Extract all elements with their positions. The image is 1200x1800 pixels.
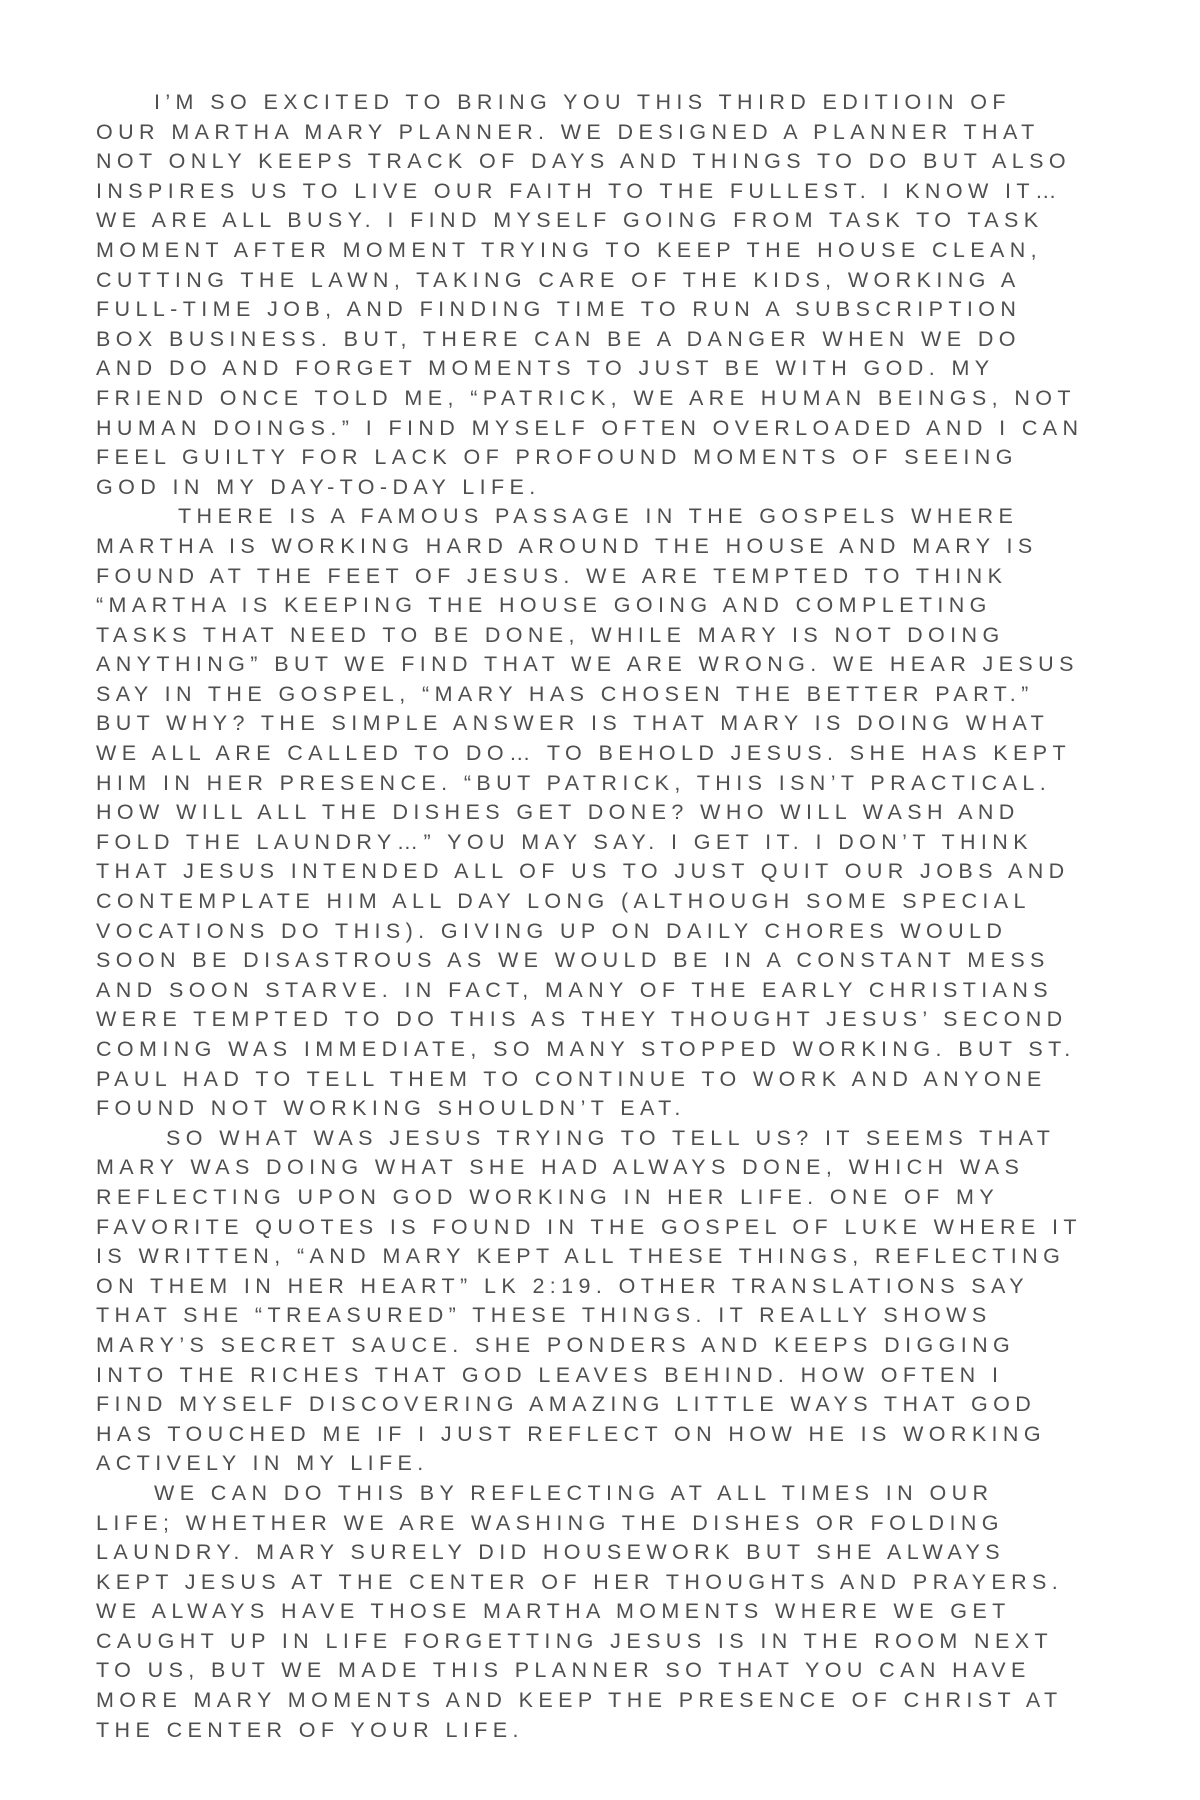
paragraph-2 xyxy=(96,502,1136,1123)
text-line: AND SOON STARVE. IN FACT, MANY OF THE EARLY CHRISTIANS xyxy=(96,977,1054,1002)
text-line: PAUL HAD TO TELL THEM TO CONTINUE TO WORK AND ANYONE xyxy=(96,1066,1047,1091)
text-line: HAS TOUCHED ME IF I JUST REFLECT ON HOW HE IS WORKING xyxy=(96,1421,1046,1446)
text-line: FEEL GUILTY FOR LACK OF PROFOUND MOMENTS OF SEEING xyxy=(96,445,1018,470)
text-line: WE CAN DO THIS BY REFLECTING AT ALL TIMES IN OUR xyxy=(154,1480,994,1505)
text-line: FOUND AT THE FEET OF JESUS. WE ARE TEMPTED TO THINK xyxy=(96,563,1008,588)
text-line: OUR MARTHA MARY PLANNER. WE DESIGNED A PLANNER THAT xyxy=(96,119,1040,144)
text-line: GOD IN MY DAY-TO-DAY LIFE. xyxy=(96,474,541,499)
text-line: WE ALL ARE CALLED TO DO… TO BEHOLD JESUS. SHE HAS KEPT xyxy=(96,741,1072,766)
text-line: FIND MYSELF DISCOVERING AMAZING LITTLE WAYS THAT GOD xyxy=(96,1392,1037,1417)
text-line: SO WHAT WAS JESUS TRYING TO TELL US? IT SEEMS THAT xyxy=(166,1125,1056,1150)
text-line: LAUNDRY. MARY SURELY DID HOUSEWORK BUT SHE ALWAYS xyxy=(96,1540,1005,1565)
text-line: TASKS THAT NEED TO BE DONE, WHILE MARY IS NOT DOING xyxy=(96,622,1005,647)
text-line: AND DO AND FORGET MOMENTS TO JUST BE WITH GOD. MY xyxy=(96,356,995,381)
text-line: HIM IN HER PRESENCE. “BUT PATRICK, THIS ISN’T PRACTICAL. xyxy=(96,770,1052,795)
text-line: COMING WAS IMMEDIATE, SO MANY STOPPED WORKING. BUT ST. xyxy=(96,1037,1076,1061)
text-line: BOX BUSINESS. BUT, THERE CAN BE A DANGER WHEN WE DO xyxy=(96,326,1021,351)
text-line: WE ALWAYS HAVE THOSE MARTHA MOMENTS WHERE WE GET xyxy=(96,1599,1011,1624)
text-line: THERE IS A FAMOUS PASSAGE IN THE GOSPELS WHERE xyxy=(178,504,1019,529)
text-line: FOUND NOT WORKING SHOULDN’T EAT. xyxy=(96,1096,686,1121)
text-line: MARTHA IS WORKING HARD AROUND THE HOUSE AND MARY IS xyxy=(96,533,1038,558)
paragraph-3 xyxy=(96,1124,1136,1479)
text-line: ACTIVELY IN MY LIFE. xyxy=(96,1451,429,1476)
text-line: WERE TEMPTED TO DO THIS AS THEY THOUGHT JESUS’ SECOND xyxy=(96,1007,1068,1032)
text-line: HUMAN DOINGS.” I FIND MYSELF OFTEN OVERLOADED AND I CAN xyxy=(96,415,1084,440)
text-line: MARY’S SECRET SAUCE. SHE PONDERS AND KEEPS DIGGING xyxy=(96,1332,1016,1357)
text-line: BUT WHY? THE SIMPLE ANSWER IS THAT MARY IS DOING WHAT xyxy=(96,711,1050,736)
text-line: FAVORITE QUOTES IS FOUND IN THE GOSPEL OF LUKE WHERE IT xyxy=(96,1214,1082,1239)
text-line: INTO THE RICHES THAT GOD LEAVES BEHIND. HOW OFTEN I xyxy=(96,1362,1004,1387)
text-line: CUTTING THE LAWN, TAKING CARE OF THE KIDS, WORKING A xyxy=(96,267,1021,292)
text-line: THAT SHE “TREASURED” THESE THINGS. IT REALLY SHOWS xyxy=(96,1303,992,1328)
text-line: MORE MARY MOMENTS AND KEEP THE PRESENCE OF CHRIST AT xyxy=(96,1688,1063,1713)
article-body xyxy=(96,88,1136,1745)
text-line: INSPIRES US TO LIVE OUR FAITH TO THE FULLEST. I KNOW IT… xyxy=(96,178,1062,203)
text-line: NOT ONLY KEEPS TRACK OF DAYS AND THINGS TO DO BUT ALSO xyxy=(96,149,1072,174)
text-line: FRIEND ONCE TOLD ME, “PATRICK, WE ARE HUMAN BEINGS, NOT xyxy=(96,385,1076,410)
text-line: ON THEM IN HER HEART” LK 2:19. OTHER TRANSLATIONS SAY xyxy=(96,1273,1029,1298)
text-line: SOON BE DISASTROUS AS WE WOULD BE IN A CONSTANT MESS xyxy=(96,948,1050,973)
text-line: FOLD THE LAUNDRY…” YOU MAY SAY. I GET IT. I DON’T THINK xyxy=(96,829,1033,854)
text-line: MARY WAS DOING WHAT SHE HAD ALWAYS DONE, WHICH WAS xyxy=(96,1155,1025,1180)
text-line: I’M SO EXCITED TO BRING YOU THIS THIRD EDITIOIN OF xyxy=(154,90,1011,114)
text-line: SAY IN THE GOSPEL, “MARY HAS CHOSEN THE BETTER PART.” xyxy=(96,681,1034,706)
text-line: KEPT JESUS AT THE CENTER OF HER THOUGHTS AND PRAYERS. xyxy=(96,1569,1064,1594)
text-line: LIFE; WHETHER WE ARE WASHING THE DISHES OR FOLDING xyxy=(96,1510,1004,1535)
text-line: IS WRITTEN, “AND MARY KEPT ALL THESE THINGS, REFLECTING xyxy=(96,1244,1066,1269)
text-line: FULL-TIME JOB, AND FINDING TIME TO RUN A SUBSCRIPTION xyxy=(96,297,1022,322)
text-line: “MARTHA IS KEEPING THE HOUSE GOING AND COMPLETING xyxy=(96,593,992,618)
text-line: CONTEMPLATE HIM ALL DAY LONG (ALTHOUGH SOME SPECIAL xyxy=(96,889,1031,914)
text-line: ANYTHING” BUT WE FIND THAT WE ARE WRONG. WE HEAR JESUS xyxy=(96,652,1079,677)
text-line: THE CENTER OF YOUR LIFE. xyxy=(96,1717,524,1742)
paragraph-4 xyxy=(96,1479,1136,1745)
text-line: MOMENT AFTER MOMENT TRYING TO KEEP THE HOUSE CLEAN, xyxy=(96,237,1043,262)
text-line: TO US, BUT WE MADE THIS PLANNER SO THAT YOU CAN HAVE xyxy=(96,1658,1031,1683)
text-line: REFLECTING UPON GOD WORKING IN HER LIFE. ONE OF MY xyxy=(96,1184,1000,1209)
text-line: THAT JESUS INTENDED ALL OF US TO JUST QUIT OUR JOBS AND xyxy=(96,859,1070,884)
text-line: CAUGHT UP IN LIFE FORGETTING JESUS IS IN THE ROOM NEXT xyxy=(96,1628,1053,1653)
paragraph-1 xyxy=(96,88,1136,502)
text-line: VOCATIONS DO THIS). GIVING UP ON DAILY CHORES WOULD xyxy=(96,918,1008,943)
text-line: WE ARE ALL BUSY. I FIND MYSELF GOING FROM TASK TO TASK xyxy=(96,208,1044,233)
text-line: HOW WILL ALL THE DISHES GET DONE? WHO WILL WASH AND xyxy=(96,800,1020,825)
